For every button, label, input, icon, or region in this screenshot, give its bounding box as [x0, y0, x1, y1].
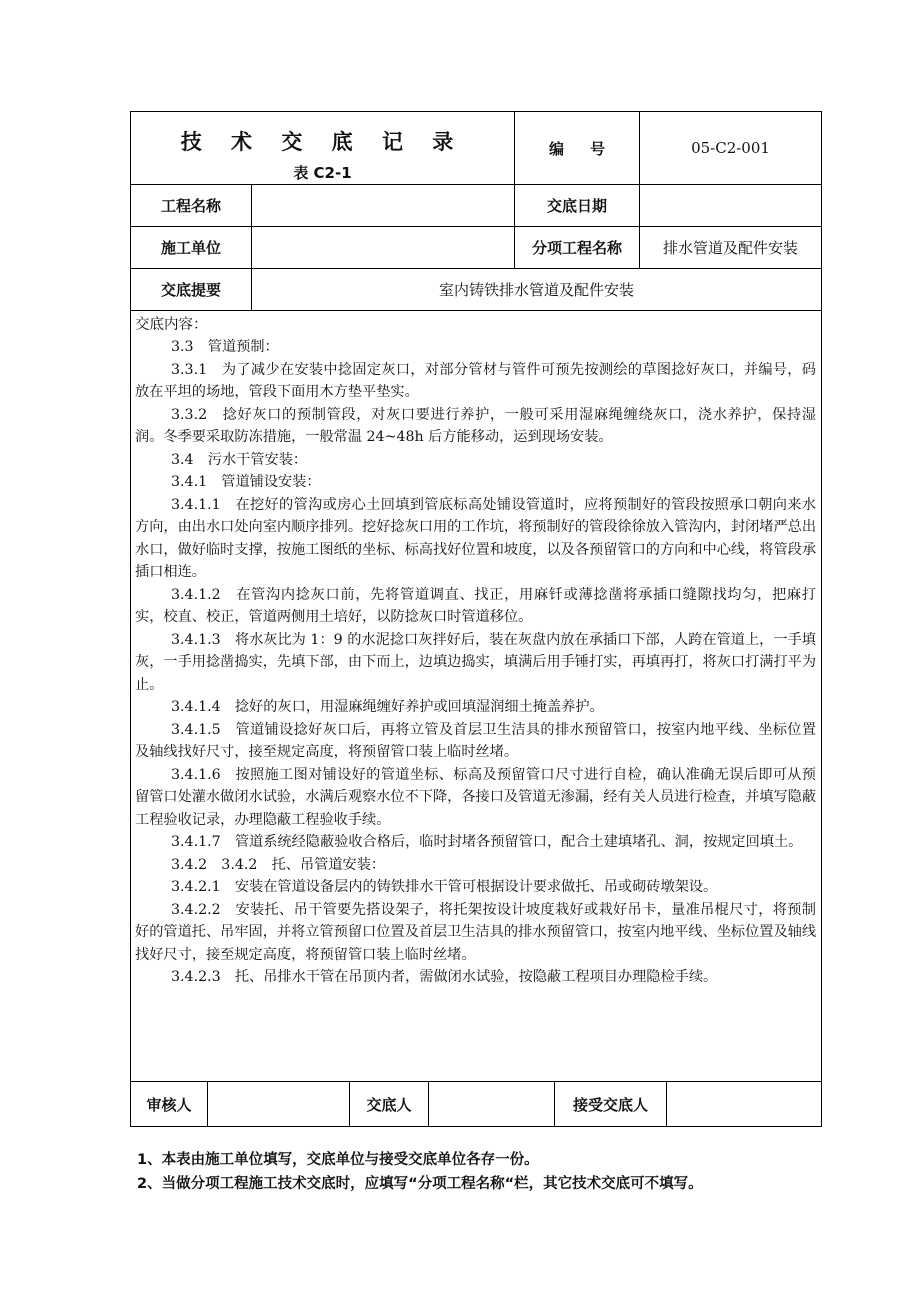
project-name-label: 工程名称 [131, 185, 252, 227]
content-paragraph: 3.4.1.1 在挖好的管沟或房心土回填到管底标高处铺设管道时，应将预制好的管段按照承口朝向来水方向，由出水口处向室内顺序排列。挖好捻灰口用的工作坑，将预制好的管段徐徐放入管沟内，封闭堵严总出水口，做好临时支撑，按施工图纸的坐标、标高找好位置和坡度，以及各预留管口的方向和中心线，将管段承插口相连。 [135, 496, 817, 580]
unit-label: 施工单位 [131, 227, 252, 269]
content-paragraph: 3.3.2 捻好灰口的预制管段，对灰口要进行养护，一般可采用湿麻绳缠绕灰口，浇水养护，保持湿润。冬季要采取防冻措施，一般常温 24~48h 后方能移动，运到现场安装。 [135, 406, 816, 445]
footnote: 1、本表由施工单位填写，交底单位与接受交底单位各存一份。 [137, 1152, 539, 1168]
content-paragraph: 3.4.1.3 将水灰比为 1：9 的水泥捻口灰拌好后，装在灰盘内放在承插口下部，人跨在管道上，一手填灰，一手用捻凿捣实，先填下部，由下而上，边填边捣实，填满后用手锤打实，再填再打，将灰口打满打平为止。 [135, 631, 817, 693]
subproject-field[interactable]: 排水管道及配件安装 [640, 227, 822, 269]
summary-field[interactable]: 室内铸铁排水管道及配件安装 [252, 269, 822, 311]
number-label: 编号 [515, 112, 640, 185]
signature-table [130, 1082, 822, 1127]
content-cell [131, 311, 822, 1082]
footnote: 2、当做分项工程施工技术交底时，应填写“分项工程名称“栏，其它技术交底可不填写。 [137, 1176, 703, 1192]
content-paragraph: 3.4.1.7 管道系统经隐蔽验收合格后，临时封堵各预留管口，配合土建填堵孔、洞，按规定回填土。 [171, 834, 803, 850]
content-paragraph: 3.4.2.2 安装托、吊干管要先搭设架子，将托架按设计坡度栽好或栽好吊卡，量准吊棍尺寸，将预制好的管道托、吊牢固，并将立管预留口位置及首层卫生洁具的排水预留管口，按室内地平线、坐标位置及轴线找好尺寸，接至规定高度，将预留管口装上临时丝堵。 [135, 901, 817, 963]
number-value[interactable]: 05-C2-001 [640, 112, 822, 185]
content-paragraph: 3.4 污水干管安装： [171, 451, 308, 468]
footnotes [137, 1148, 703, 1196]
form-title: 技 术 交 底 记 录 [180, 130, 465, 154]
title-cell [131, 112, 515, 185]
reviewer-field[interactable] [208, 1082, 350, 1127]
date-field[interactable] [640, 185, 822, 227]
content-paragraph: 3.3 管道预制： [171, 339, 279, 355]
receiver-label: 接受交底人 [555, 1082, 667, 1127]
subproject-label: 分项工程名称 [515, 227, 640, 269]
receiver-field[interactable] [667, 1082, 822, 1127]
form-code: 表 C2-1 [293, 164, 352, 182]
content-paragraph: 3.4.2 3.4.2 托、吊管道安装： [171, 856, 386, 873]
content-paragraph: 3.4.2.1 安装在管道设备层内的铸铁排水干管可根据设计要求做托、吊或砌砖墩架设。 [171, 879, 718, 895]
content-paragraph: 3.4.1.4 捻好的灰口，用湿麻绳缠好养护或回填湿润细土掩盖养护。 [171, 699, 604, 715]
date-label: 交底日期 [515, 185, 640, 227]
content-paragraph: 3.4.1.6 按照施工图对铺设好的管道坐标、标高及预留管口尺寸进行自检，确认准确无误后即可从预留管口处灌水做闭水试验，水满后观察水位不下降，各接口及管道无渗漏，经有关人员进行检查，并填写隐蔽工程验收记录，办理隐蔽工程验收手续。 [135, 766, 817, 828]
content-paragraph: 3.3.1 为了减少在安装中捻固定灰口，对部分管材与管件可预先按测绘的草图捻好灰口，并编号，码放在平坦的场地，管段下面用木方垫平垫实。 [135, 361, 816, 400]
content-paragraph: 3.4.1.2 在管沟内捻灰口前，先将管道调直、找正，用麻钎或薄捻凿将承插口缝隙找均匀，把麻打实，校直、校正，管道两侧用土培好，以防捻灰口时管道移位。 [135, 586, 816, 625]
content-paragraph: 3.4.1.5 管道铺设捻好灰口后，再将立管及首层卫生洁具的排水预留管口，按室内地平线、坐标位置及轴线找好尺寸，接至规定高度，将预留管口装上临时丝堵。 [135, 721, 816, 760]
content-paragraph: 3.4.1 管道铺设安装： [171, 474, 321, 490]
reviewer-label: 审核人 [131, 1082, 208, 1127]
summary-label: 交底提要 [131, 269, 252, 311]
presenter-field[interactable] [429, 1082, 555, 1127]
content-paragraph: 3.4.2.3 托、吊排水干管在吊顶内者，需做闭水试验，按隐蔽工程项目办理隐检手续。 [171, 969, 718, 985]
tech-briefing-form [130, 111, 821, 1127]
project-name-field[interactable] [252, 185, 515, 227]
presenter-label: 交底人 [350, 1082, 429, 1127]
unit-field[interactable] [252, 227, 515, 269]
form-table [130, 111, 822, 1082]
content-heading: 交底内容： [135, 317, 208, 333]
